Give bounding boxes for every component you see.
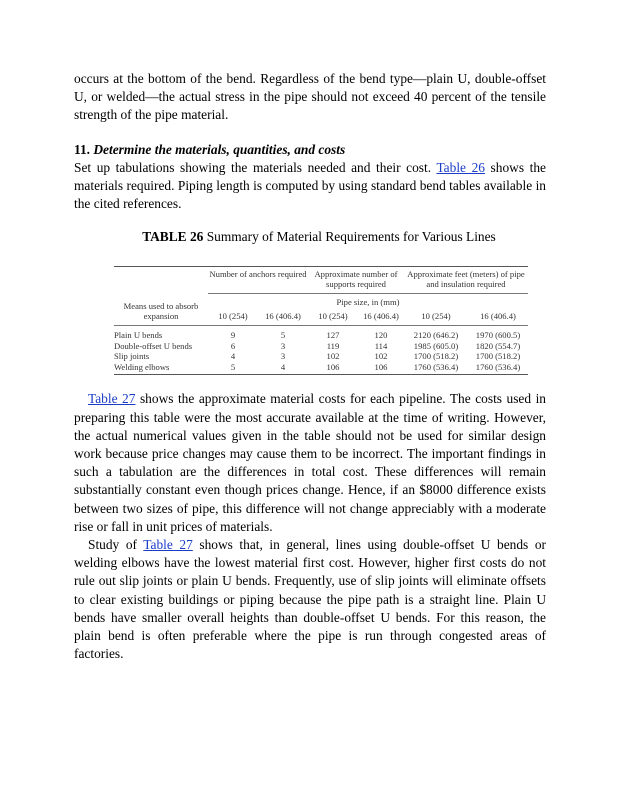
section-title: Determine the materials, quantities, and costs [93, 141, 346, 157]
table-cell: 9 [230, 330, 236, 340]
table-cell: 127 [326, 330, 340, 340]
setup-text-after: shows the materials required. Piping length is computed by using standard bend tables available in the cited references. [74, 159, 546, 212]
table-cell: 114 [374, 340, 388, 351]
table-caption-title: Summary of Material Requirements for Various Lines [203, 229, 496, 245]
table-cell: 4 [280, 361, 286, 372]
table-cell: 120 [374, 330, 388, 340]
paragraph-intro: occurs at the bottom of the bend. Regardless of the bend type—plain U, double-offset U, or welded—the actual stress in the pipe should not exceed 40 percent of the tensile strength of the pipe material. [74, 71, 546, 123]
table-cell: 1985 (605.0) [413, 340, 459, 351]
table-cell: 1820 (554.7) [475, 340, 521, 351]
table-27-link-2[interactable]: Table 27 [143, 537, 193, 552]
table-cell: 2120 (646.2) [413, 330, 459, 340]
table-caption [74, 228, 546, 246]
table-cell: 102 [326, 351, 340, 362]
table-row [114, 351, 528, 362]
table-cell: 1760 (536.4) [413, 361, 459, 372]
table-26-link[interactable]: Table 26 [436, 159, 485, 175]
table-cell: 3 [280, 340, 286, 351]
study-text-after: shows that, in general, lines using double-offset U bends or welding elbows have the lowest material first cost. However, higher first costs do not rule out slip joints or plain U bends. Frequently, use of slip joints will eliminate offsets to clear existing buildings or piping because the pipe path is a straight line. Plain U bends have smaller overall heights than double-offset U bends. For this reason, the plain bend is often preferable where the pipe is run through congested areas of factories. [74, 537, 546, 662]
header-supports: Approximate number of supports required [314, 268, 398, 290]
table-cell: 1700 (518.2) [475, 351, 521, 362]
size-col-5: 10 (254) [404, 309, 468, 325]
size-col-3: 10 (254) [308, 309, 358, 325]
table-cell: 1700 (518.2) [413, 351, 459, 362]
study-text-before: Study of [88, 537, 144, 552]
table-cell: 1760 (536.4) [475, 361, 521, 372]
paragraph-study [74, 536, 546, 663]
table-row [114, 326, 528, 341]
size-col-2: 16 (406.4) [258, 309, 308, 325]
table-cell: 6 [230, 340, 236, 351]
header-pipe-feet: Approximate feet (meters) of pipe and insulation required [407, 268, 525, 290]
table-cell: 4 [230, 351, 236, 362]
row-label: Welding elbows [114, 361, 170, 372]
header-means: Means used to absorb expansion [114, 293, 208, 325]
table-cell: 119 [326, 340, 340, 351]
paragraph-costs [74, 390, 546, 536]
row-label: Plain U bends [114, 330, 163, 340]
header-pipe-size: Pipe size, in (mm) [208, 293, 528, 309]
size-col-1: 10 (254) [208, 309, 258, 325]
document-page [74, 70, 546, 663]
section-number: 11. [74, 141, 90, 157]
table-27-link[interactable]: Table 27 [88, 391, 136, 407]
table-cell: 1970 (600.5) [475, 330, 521, 340]
table-caption-number: TABLE 26 [142, 229, 204, 245]
material-requirements-table [114, 266, 528, 376]
table-cell: 5 [280, 330, 286, 340]
setup-text-before: Set up tabulations showing the materials needed and their cost. [74, 159, 437, 175]
section-heading [74, 141, 546, 159]
costs-text: shows the approximate material costs for each pipeline. The costs used in preparing this table were the most accurate available at the time of writing. However, the actual numerical values given in the table should not be used for similar design work because price changes may cause them to be incorrect. The important findings in such a tabulation are the differences in total cost. These differences will remain substantially constant even though prices change. Hence, if an $8000 difference exists between two sizes of pipe, this difference will not change appreciably with a moderate rise or fall in unit prices of materials. [74, 391, 546, 534]
size-col-4: 16 (406.4) [358, 309, 404, 325]
table-row [114, 341, 528, 352]
table-cell: 5 [230, 361, 236, 372]
table-cell: 3 [280, 351, 286, 362]
table-cell: 106 [374, 361, 388, 372]
row-label: Slip joints [114, 351, 150, 362]
table-cell: 102 [374, 351, 388, 362]
material-table-wrapper [114, 266, 528, 376]
header-anchors: Number of anchors required [209, 268, 307, 279]
table-cell: 106 [326, 361, 340, 372]
table-row [114, 362, 528, 373]
row-label: Double-offset U bends [114, 340, 193, 351]
size-col-6: 16 (406.4) [468, 309, 528, 325]
paragraph-setup [74, 159, 546, 214]
